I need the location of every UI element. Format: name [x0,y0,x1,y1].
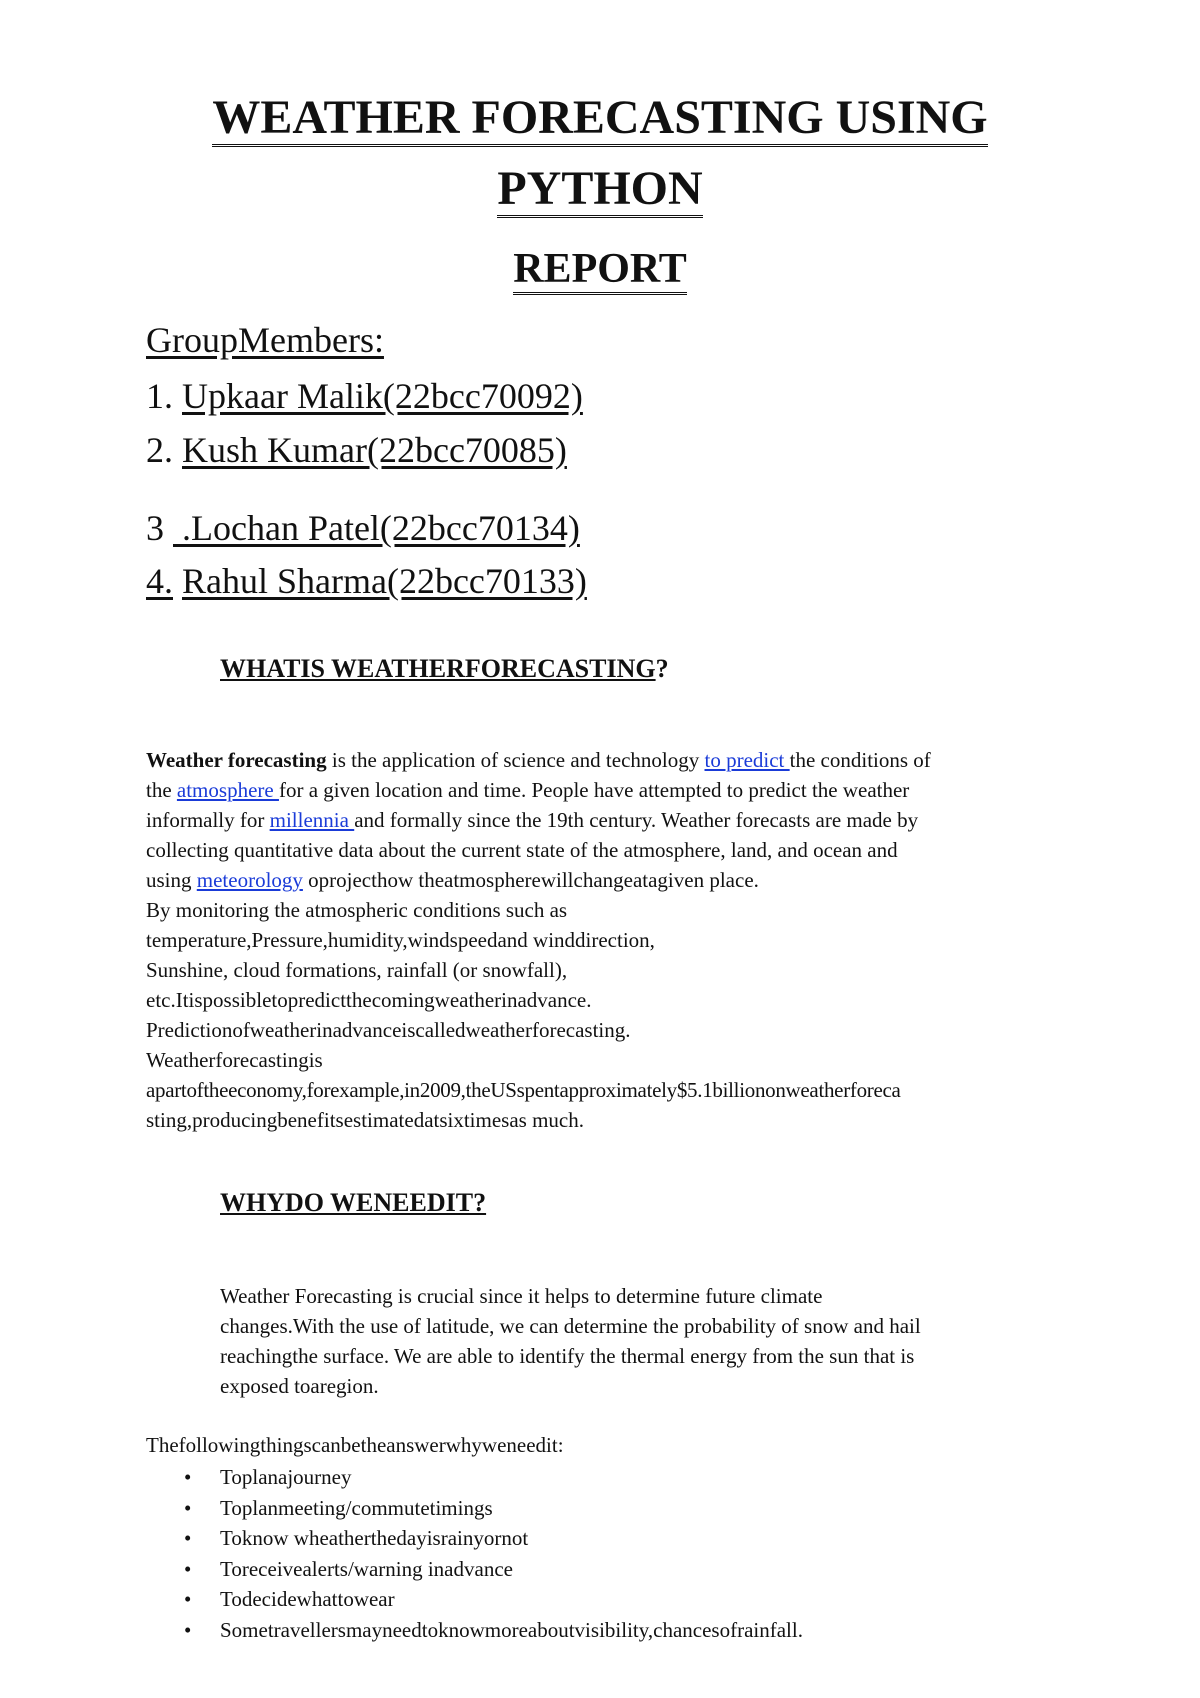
paragraph-line: informally for millennia and formally since the 19th century. Weather forecasts are made by [146,808,919,832]
member-item: 2. Kush Kumar(22bcc70085) [146,430,567,470]
paragraph-line: etc.Itispossibletopredictthecomingweatherinadvance. [146,988,592,1012]
paragraph-line: reachingthe surface. We are able to identify the thermal energy from the sun that is [220,1344,915,1368]
link-to-predict[interactable]: to predict [704,748,790,772]
list-item: • Toplanmeeting/commutetimings [146,1493,803,1524]
title-line-1: WEATHER FORECASTING USING [0,94,1200,147]
title-line-2: PYTHON [0,165,1200,218]
group-members-label: GroupMembers: [146,320,384,360]
paragraph-line: Weatherforecastingis [146,1048,323,1072]
list-item: • Toknow wheatherthedayisrainyornot [146,1523,803,1554]
bullet-icon: • [184,1495,192,1520]
paragraph-line: changes.With the use of latitude, we can determine the probability of snow and hail [220,1314,921,1338]
link-millennia[interactable]: millennia [269,808,355,832]
section-heading-what-is: WHATIS WEATHERFORECASTING? [220,654,669,683]
member-item: 1. Upkaar Malik(22bcc70092) [146,376,583,416]
paragraph-line: exposed toaregion. [220,1374,379,1398]
bullet-icon: • [184,1526,192,1550]
paragraph-line: Sunshine, cloud formations, rainfall (or snowfall), [146,958,568,982]
weather-forecasting-paragraph [146,745,1066,1135]
paragraph-line: using meteorology oprojecthow theatmospherewillchangeatagiven place. [146,868,759,892]
paragraph-line: By monitoring the atmospheric conditions such as [146,898,568,922]
paragraph-line: sting,producingbenefitsestimatedatsixtimesas much. [146,1108,584,1132]
list-item: • Toreceivealerts/warning inadvance [146,1554,803,1585]
link-atmosphere[interactable]: atmosphere [176,778,279,802]
paragraph-line: temperature,Pressure,humidity,windspeedand winddirection, [146,928,655,952]
report-subtitle: REPORT [0,248,1200,295]
paragraph-line: the atmosphere for a given location and time. People have attempted to predict the weather [146,778,910,802]
section-heading-why-need: WHYDO WENEEDIT? [220,1188,487,1217]
member-item: 3 .Lochan Patel(22bcc70134) [146,508,580,548]
why-need-paragraph [220,1281,1070,1401]
link-meteorology[interactable]: meteorology [196,868,303,892]
list-item: • Sometravellersmayneedtoknowmoreaboutvisibility,chancesofrainfall. [146,1615,803,1646]
list-item: • Todecidewhattowear [146,1584,803,1615]
paragraph-line: collecting quantitative data about the current state of the atmosphere, land, and ocean and [146,838,898,862]
bullet-icon: • [184,1587,192,1611]
list-intro: Thefollowingthingscanbetheanswerwhyweneedit: [146,1433,564,1457]
bullet-icon: • [184,1556,192,1581]
bullet-icon: • [184,1465,192,1489]
paragraph-line: Weather Forecasting is crucial since it helps to determine future climate [220,1284,823,1308]
list-item: • Toplanajourney [146,1462,803,1493]
paragraph-line: apartoftheeconomy,forexample,in2009,theUSspentapproximately$5.1billiononweatherforeca [146,1078,901,1102]
member-item: 4. Rahul Sharma(22bcc70133) [146,561,587,601]
paragraph-line: Weather forecasting is the application of science and technology to predict the conditions of [146,748,931,772]
paragraph-line: Predictionofweatherinadvanceiscalledweatherforecasting. [146,1018,631,1042]
bullet-icon: • [184,1617,192,1642]
reasons-list [146,1462,803,1645]
